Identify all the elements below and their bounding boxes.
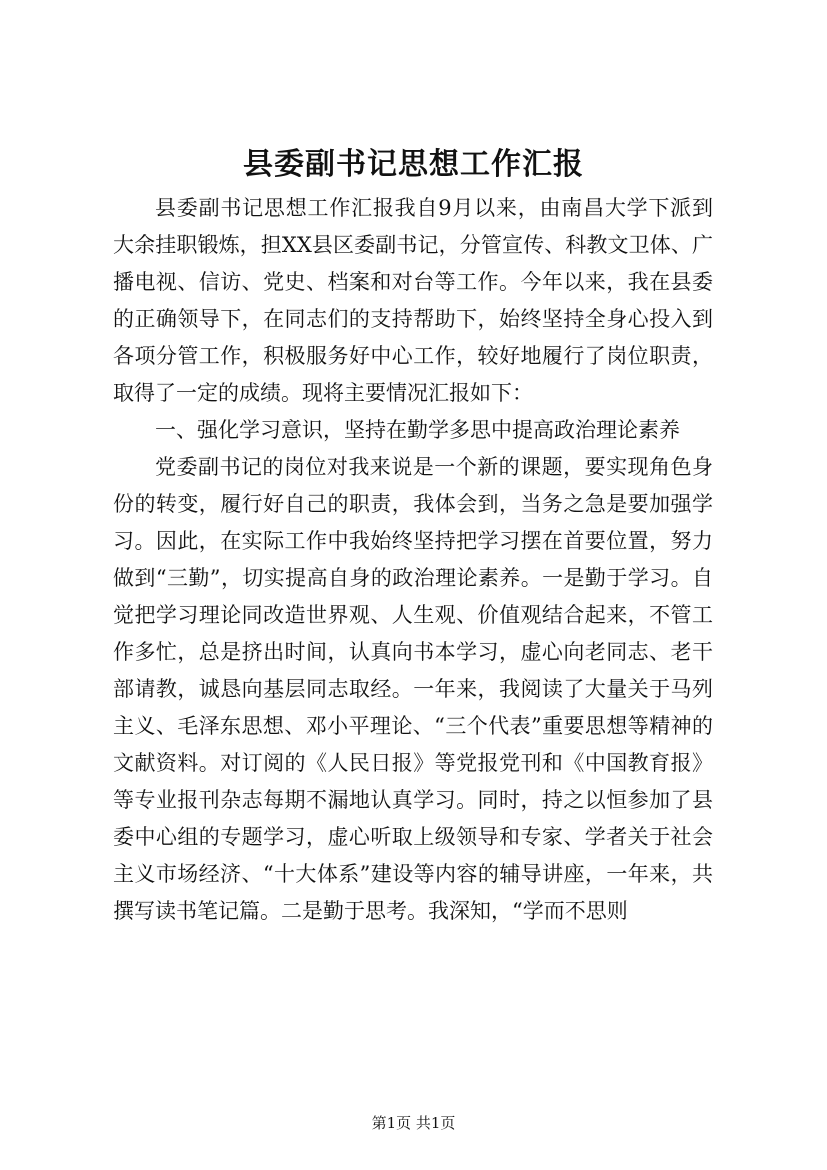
document-title: 县委副书记思想工作汇报 bbox=[243, 147, 584, 182]
section-paragraph: 党委副书记的岗位对我来说是一个新的课题，要实现角色身份的转变，履行好自己的职责，我体会到，当务之急是要加强学习。因此，在实际工作中我始终坚持把学习摆在首要位置，努力做到“三勤”，切实提高自身的政治理论素养。一是勤于学习。自觉把学习理论同改造世界观、人生观、价值观结合起来，不管工作多忙，总是挤出时间，认真向书本学习，虚心向老同志、老干部请教，诚恳向基层同志取经。一年来，我阅读了大量关于马列主义、毛泽东思想、邓小平理论、“三个代表”重要思想等精神的文献资料。对订阅的《人民日报》等党报党刊和《中国教育报》等专业报刊杂志每期不漏地认真学习。同时，持之以恒参加了县委中心组的专题学习，虚心听取上级领导和专家、学者关于社会主义市场经济、“十大体系”建设等内容的辅导讲座，一年来，共撰写读书笔记篇。二是勤于思考。我深知，“学而不思则 bbox=[113, 455, 713, 923]
section-heading: 一、强化学习意识，坚持在勤学多思中提高政治理论素养 bbox=[155, 418, 680, 442]
intro-paragraph: 县委副书记思想工作汇报我自9月以来，由南昌大学下派到大余挂职锻炼，担XX县区委副书记，分管宣传、科教文卫体、广播电视、信访、党史、档案和对台等工作。今年以来，我在县委的正确领导下，在同志们的支持帮助下，始终坚持全身心投入到各项分管工作，积极服务好中心工作，较好地履行了岗位职责，取得了一定的成绩。现将主要情况汇报如下： bbox=[113, 196, 713, 405]
page-footer: 第1页 共1页 bbox=[371, 1114, 456, 1132]
document-body bbox=[113, 190, 713, 930]
